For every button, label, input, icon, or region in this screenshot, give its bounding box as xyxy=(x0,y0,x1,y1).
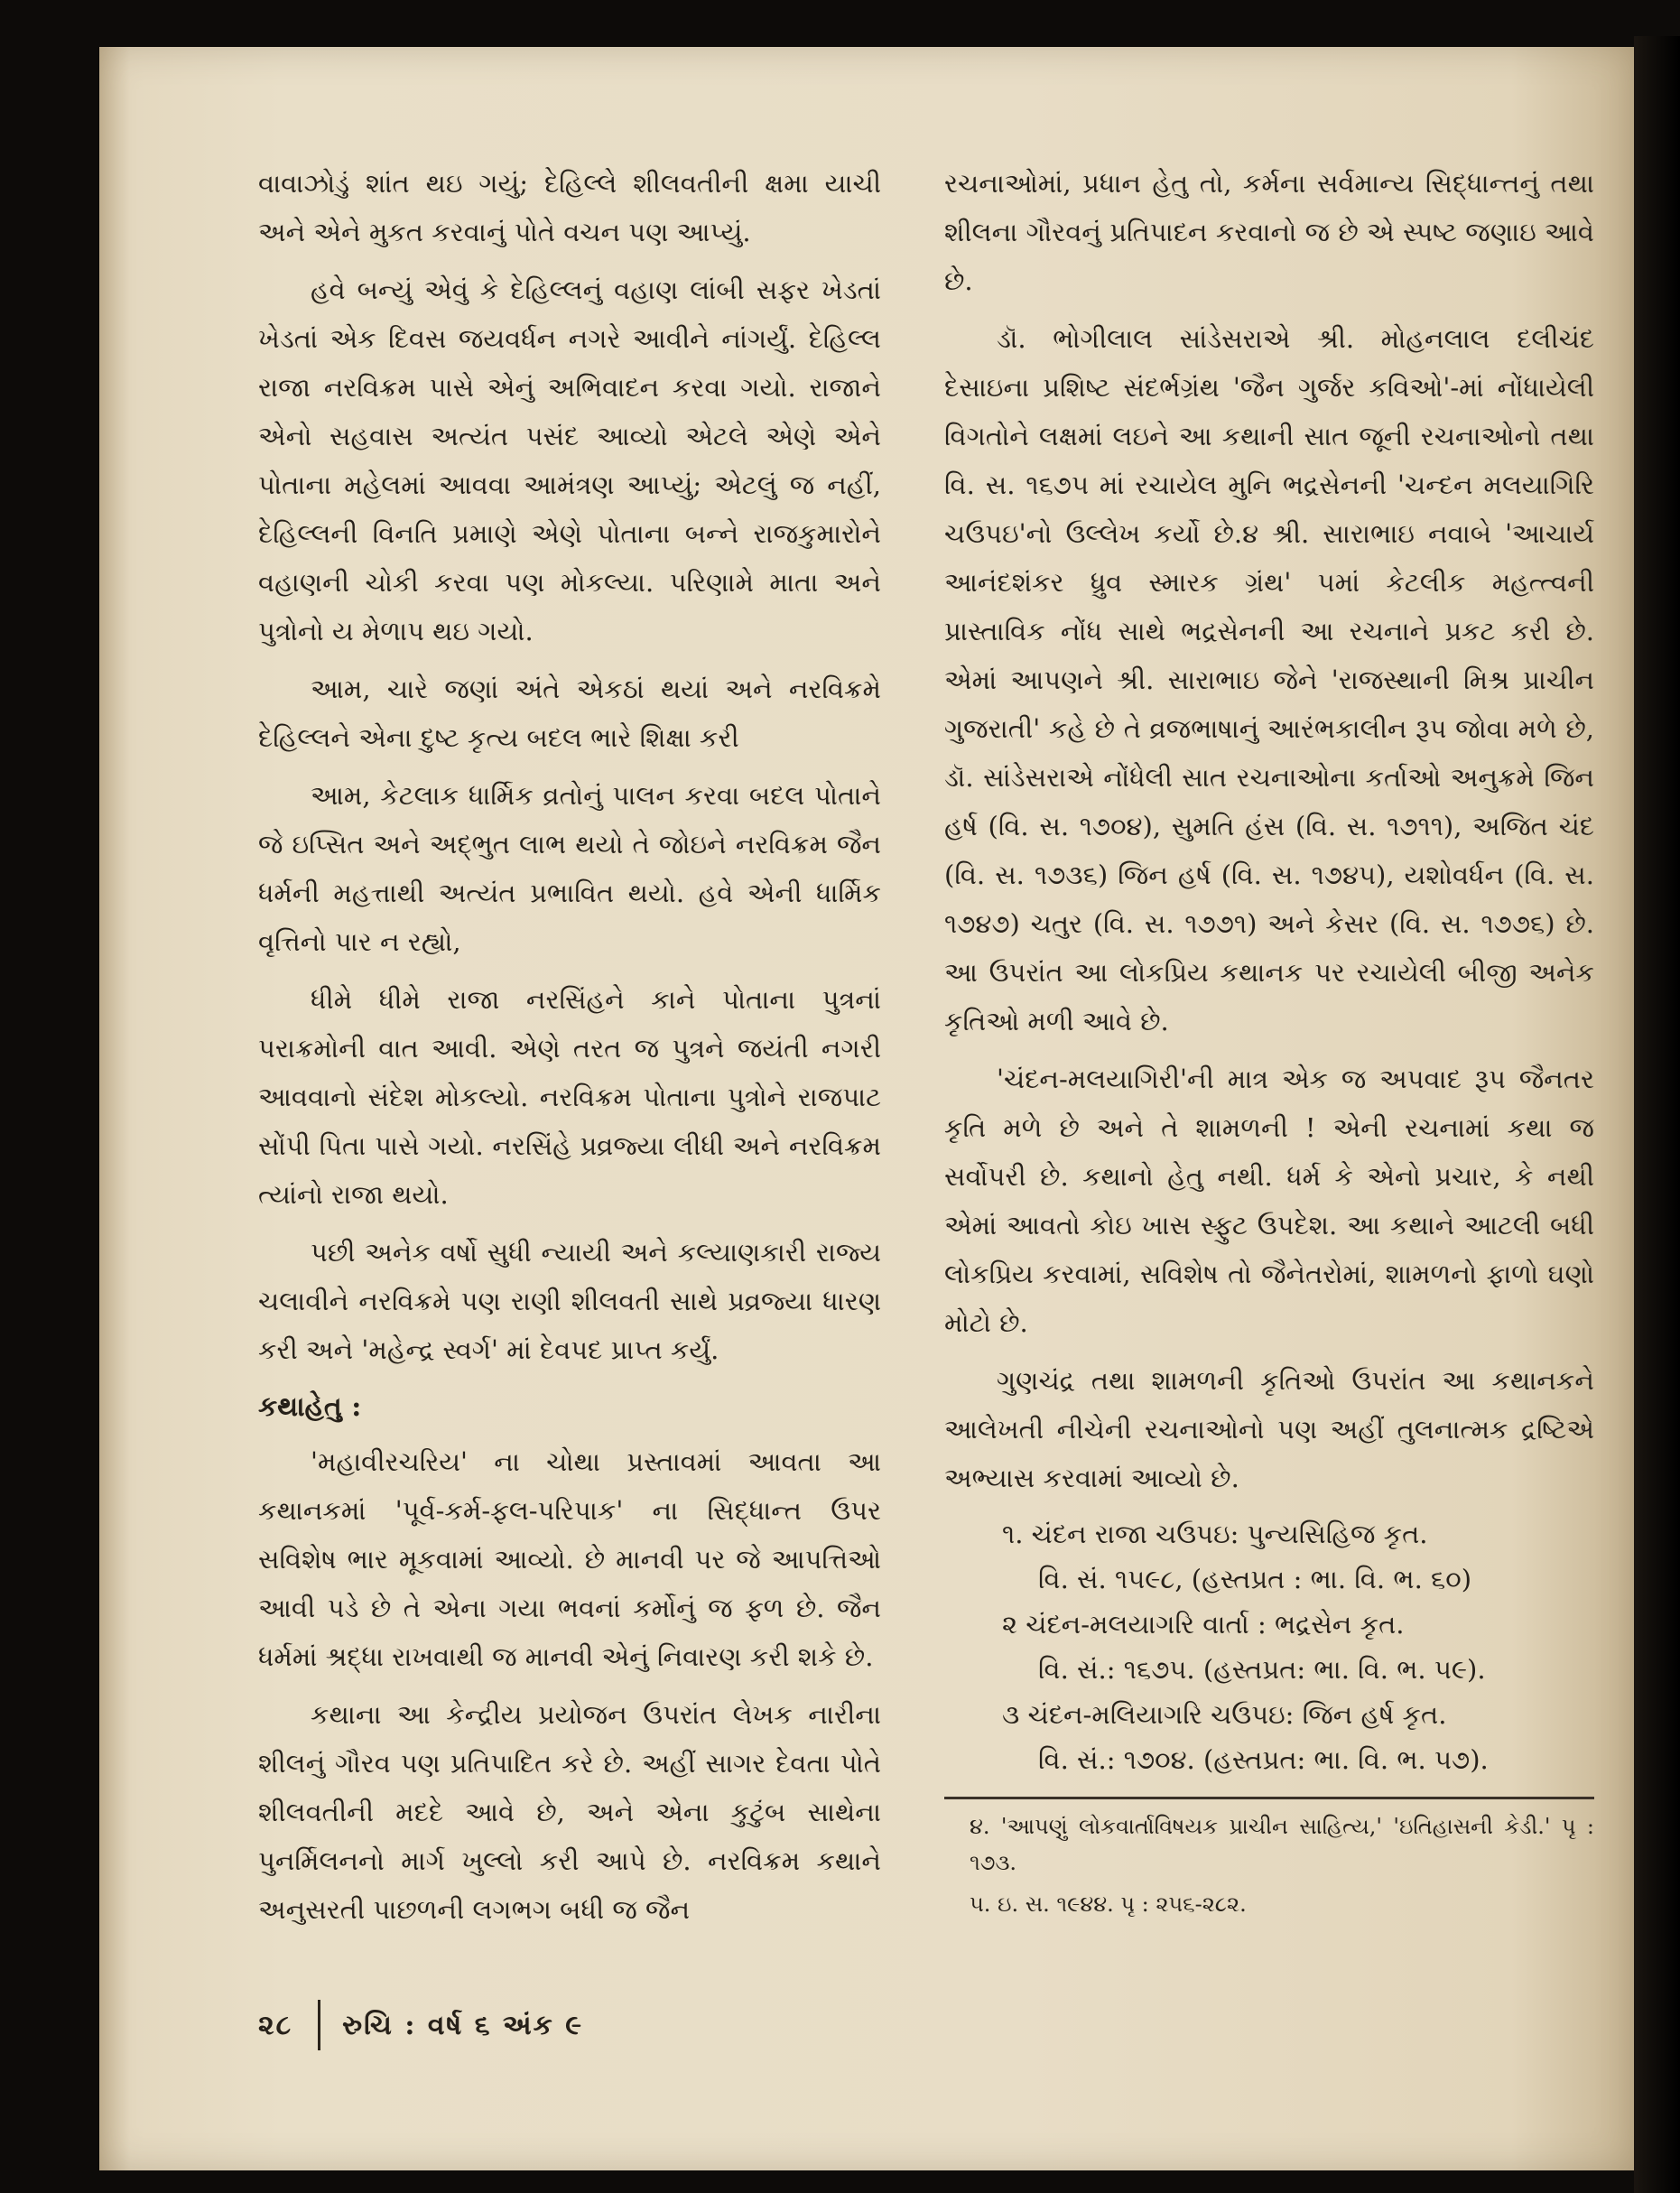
page-footer xyxy=(258,2000,583,2050)
page-number: ૨૮ xyxy=(258,2009,293,2041)
footnotes xyxy=(944,1808,1594,1922)
footnote: ૪. 'આપણું લોકવાર્તાવિષયક પ્રાચીન સાહિત્ય,' 'ઇતિહાસની કેડી.' પૃ : ૧૭૩. xyxy=(970,1814,1594,1875)
list-item-title: ૨ ચંદન-મલયાગરિ વાર્તા : ભદ્રસેન કૃત. xyxy=(1002,1609,1405,1640)
list-item xyxy=(944,1602,1594,1692)
paragraph: ગુણચંદ્ર તથા શામળની કૃતિઓ ઉપરાંત આ કથાનકને આલેખતી નીચેની રચનાઓનો પણ અહીં તુલનાત્મક દ્રષ્ટિએ અભ્યાસ કરવામાં આવ્યો છે. xyxy=(944,1365,1594,1493)
list-item-detail: વિ. સં. ૧૫૯૮, (હસ્તપ્રત : ભા. વિ. ભ. ૬૦) xyxy=(1038,1564,1472,1594)
footnote: ૫. ઇ. સ. ૧૯૪૪. પૃ : ૨૫૬-૨૮૨. xyxy=(970,1891,1247,1917)
list-item-detail: વિ. સં.: ૧૬૭૫. (હસ્તપ્રત: ભા. વિ. ભ. ૫૯). xyxy=(1038,1654,1486,1685)
list-item xyxy=(944,1692,1594,1782)
paragraph: હવે બન્યું એવું કે દેહિલ્લનું વહાણ લાંબી સફર ખેડતાં ખેડતાં એક દિવસ જયવર્ધન નગરે આવીને નાંગર્યું. દેહિલ્લ રાજા નરવિક્રમ પાસે એનું અભિવાદન કરવા ગયો. રાજાને એનો સહવાસ અત્યંત પસંદ આવ્યો એટલે એણે એને પોતાના મહેલમાં આવવા આમંત્રણ આપ્યું; એટલું જ નહીં, દેહિલ્લની વિનતિ પ્રમાણે એણે પોતાના બન્ને રાજકુમારોને વહાણની ચોકી કરવા પણ મોકલ્યા. પરિણામે માતા અને પુત્રોનો ય મેળાપ થઇ ગયો. xyxy=(258,274,881,646)
paragraph: પછી અનેક વર્ષો સુધી ન્યાયી અને કલ્યાણકારી રાજ્ય ચલાવીને નરવિક્રમે પણ રાણી શીલવતી સાથે પ્રવ્રજ્યા ધારણ કરી અને 'મહેન્દ્ર સ્વર્ગ' માં દેવપદ પ્રાપ્ત કર્યું. xyxy=(258,1237,881,1365)
binding-edge xyxy=(1634,36,1680,2193)
folio-divider xyxy=(318,2000,320,2050)
list-item-title: ૩ ચંદન-મલિયાગરિ ચઉપઇ: જિન હર્ષ કૃત. xyxy=(1002,1699,1447,1730)
paragraph: 'મહાવીરચરિય' ના ચોથા પ્રસ્તાવમાં આવતા આ કથાનકમાં 'પૂર્વ-કર્મ-ફલ-પરિપાક' ના સિદ્ધાન્ત ઉપર સવિશેષ ભાર મૂકવામાં આવ્યો. છે માનવી પર જે આપત્તિઓ આવી પડે છે તે એના ગયા ભવનાં કર્મોનું જ ફળ છે. જૈન ધર્મમાં શ્રદ્ધા રાખવાથી જ માનવી એનું નિવારણ કરી શકે છે. xyxy=(258,1446,881,1672)
list-item-title: ૧. ચંદન રાજા ચઉપઇ: પુન્યસિહિજ કૃત. xyxy=(1002,1519,1428,1549)
paragraph: ધીમે ધીમે રાજા નરસિંહને કાને પોતાના પુત્રનાં પરાક્રમોની વાત આવી. એણે તરત જ પુત્રને જયંતી નગરી આવવાનો સંદેશ મોકલ્યો. નરવિક્રમ પોતાના પુત્રોને રાજપાટ સોંપી પિતા પાસે ગયો. નરસિંહે પ્રવ્રજ્યા લીધી અને નરવિક્રમ ત્યાંનો રાજા થયો. xyxy=(258,984,881,1210)
section-heading: કથાહેતુ : xyxy=(258,1391,362,1423)
paragraph: આમ, ચારે જણાં અંતે એકઠાં થયાં અને નરવિક્રમે દેહિલ્લને એના દુષ્ટ કૃત્ય બદલ ભારે શિક્ષા કરી xyxy=(258,674,881,753)
paragraph: ડૉ. ભોગીલાલ સાંડેસરાએ શ્રી. મોહનલાલ દલીચંદ દેસાઇના પ્રશિષ્ટ સંદર્ભગ્રંથ 'જૈન ગુર્જર કવિઓ'-માં નોંધાયેલી વિગતોને લક્ષમાં લઇને આ કથાની સાત જૂની રચનાઓનો તથા વિ. સ. ૧૬૭૫ માં રચાયેલ મુનિ ભદ્રસેનની 'ચન્દન મલયાગિરિ ચઉપઇ'નો ઉલ્લેખ કર્યો છે.૪ શ્રી. સારાભાઇ નવાબે 'આચાર્ય આનંદશંકર ધ્રુવ સ્મારક ગ્રંથ' ૫માં કેટલીક મહત્ત્વની પ્રાસ્તાવિક નોંધ સાથે ભદ્રસેનની આ રચનાને પ્રકટ કરી છે. એમાં આપણને શ્રી. સારાભાઇ જેને 'રાજસ્થાની મિશ્ર પ્રાચીન ગુજરાતી' કહે છે તે વ્રજભાષાનું આરંભકાલીન રૂપ જોવા મળે છે, ડૉ. સાંડેસરાએ નોંધેલી સાત રચનાઓના કર્તાઓ અનુક્રમે જિન હર્ષ (વિ. સ. ૧૭૦૪), સુમતિ હંસ (વિ. સ. ૧૭૧૧), અજિત ચંદ (વિ. સ. ૧૭૩૬) જિન હર્ષ (વિ. સ. ૧૭૪૫), યશોવર્ધન (વિ. સ. ૧૭૪૭) ચતુર (વિ. સ. ૧૭૭૧) અને કેસર (વિ. સ. ૧૭૭૬) છે. આ ઉપરાંત આ લોકપ્રિય કથાનક પર રચાયેલી બીજી અનેક કૃતિઓ મળી આવે છે. xyxy=(944,323,1594,1036)
left-column xyxy=(258,159,881,1943)
paragraph: વાવાઝોડું શાંત થઇ ગયું; દેહિલ્લે શીલવતીની ક્ષમા યાચી અને એને મુકત કરવાનું પોતે વચન પણ આપ્યું. xyxy=(258,168,881,247)
paragraph: કથાના આ કેન્દ્રીય પ્રયોજન ઉપરાંત લેખક નારીના શીલનું ગૌરવ પણ પ્રતિપાદિત કરે છે. અહીં સાગર દેવતા પોતે શીલવતીની મદદે આવે છે, અને એના કુટુંબ સાથેના પુનર્મિલનનો માર્ગ ખુલ્લો કરી આપે છે. નરવિક્રમ કથાને અનુસરતી પાછળની લગભગ બધી જ જૈન xyxy=(258,1699,881,1925)
footnote-divider xyxy=(944,1797,1594,1799)
paragraph: 'ચંદન-મલયાગિરી'ની માત્ર એક જ અપવાદ રૂપ જૈનતર કૃતિ મળે છે અને તે શામળની ! એની રચનામાં કથા જ સર્વોપરી છે. કથાનો હેતુ નથી. ધર્મ કે એનો પ્રચાર, કે નથી એમાં આવતો કોઇ ખાસ સ્ફુટ ઉપદેશ. આ કથાને આટલી બધી લોકપ્રિય કરવામાં, સવિશેષ તો જૈનેતરોમાં, શામળનો ફાળો ઘણો મોટો છે. xyxy=(944,1064,1594,1338)
list-item xyxy=(944,1511,1594,1602)
right-column xyxy=(944,159,1594,1928)
paragraph: આમ, કેટલાક ધાર્મિક વ્રતોનું પાલન કરવા બદલ પોતાને જે ઇપ્સિત અને અદ્ભુત લાભ થયો તે જોઇને નરવિક્રમ જૈન ધર્મની મહત્તાથી અત્યંત પ્રભાવિત થયો. હવે એની ધાર્મિક વૃત્તિનો પાર ન રહ્યો, xyxy=(258,780,881,957)
paragraph: રચનાઓમાં, પ્રધાન હેતુ તો, કર્મના સર્વમાન્ય સિદ્ધાન્તનું તથા શીલના ગૌરવનું પ્રતિપાદન કરવાનો જ છે એ સ્પષ્ટ જણાઇ આવે છે. xyxy=(944,168,1594,296)
works-list xyxy=(944,1511,1594,1782)
list-item-detail: વિ. સં.: ૧૭૦૪. (હસ્તપ્રત: ભા. વિ. ભ. ૫૭). xyxy=(1038,1744,1489,1775)
journal-issue: રુચિ : વર્ષ ૬ અંક ૯ xyxy=(342,2009,584,2041)
